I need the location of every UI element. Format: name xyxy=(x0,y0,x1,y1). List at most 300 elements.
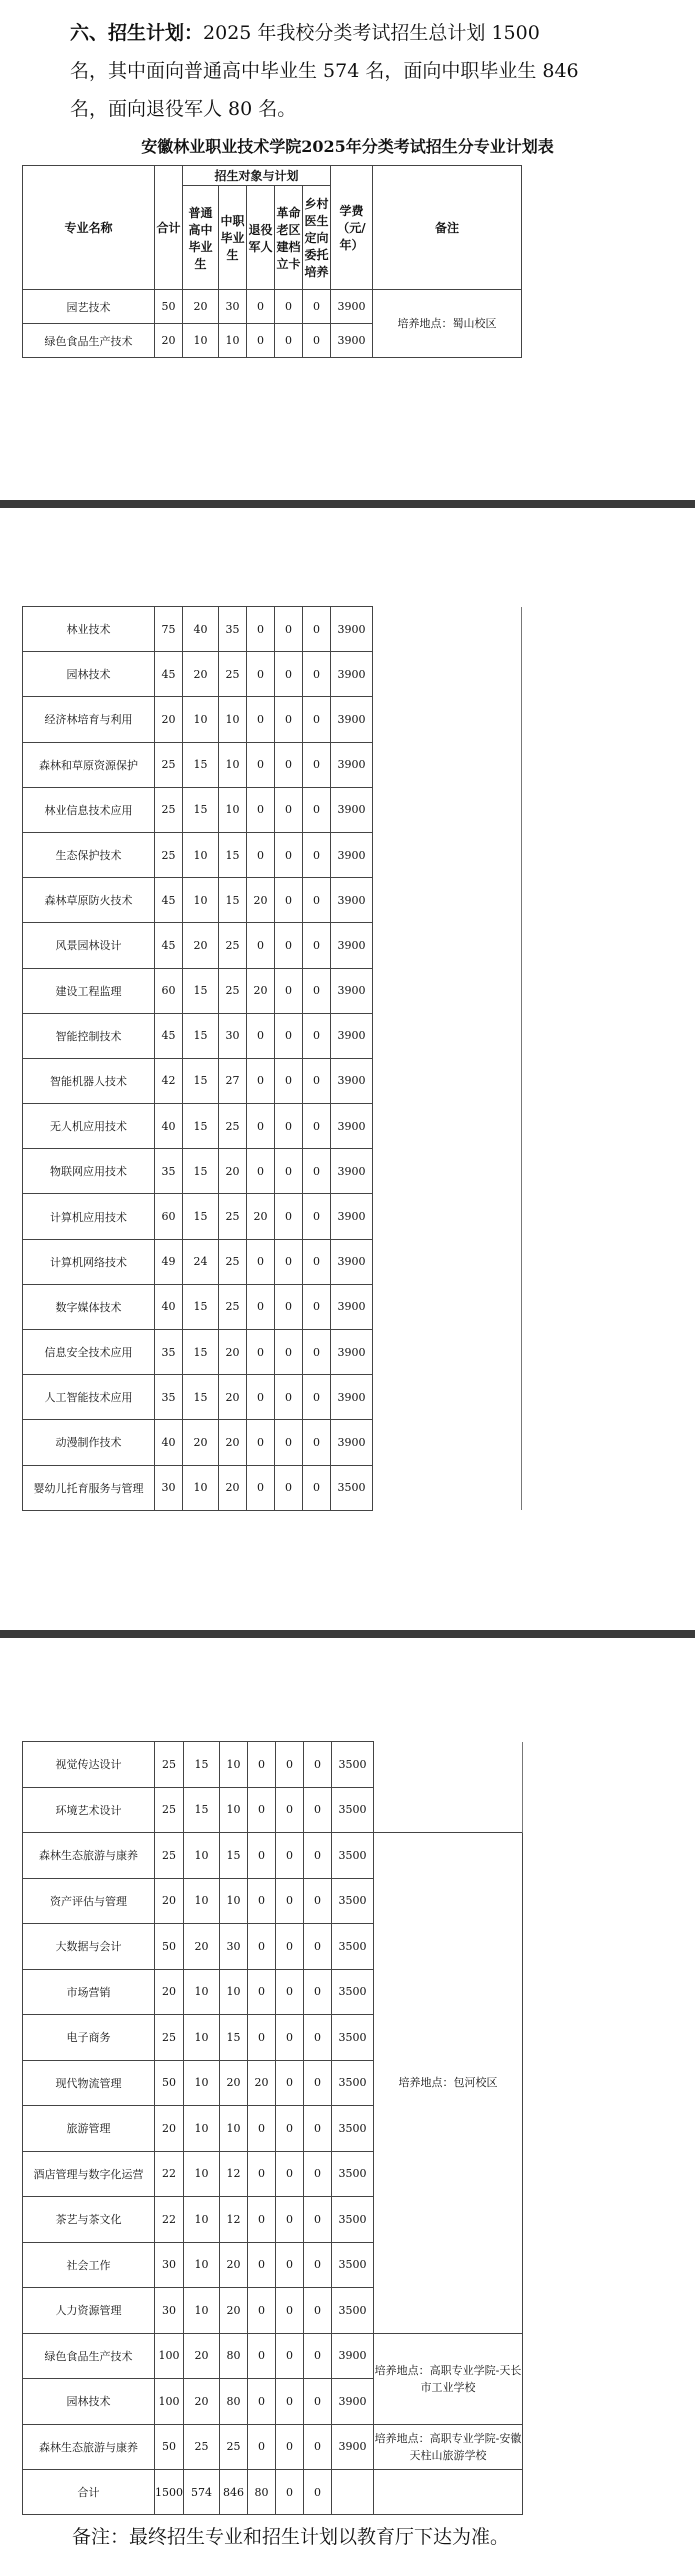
total-cell: 42 xyxy=(155,1058,183,1103)
total-fee-cell xyxy=(332,2470,374,2515)
rural-cell: 0 xyxy=(303,1420,331,1465)
vocational-cell: 25 xyxy=(219,1194,247,1239)
vocational-cell: 25 xyxy=(220,2424,248,2470)
header-hs-graduates: 普通高中毕业生 xyxy=(183,186,219,290)
hs-cell: 10 xyxy=(184,1969,220,2015)
hs-cell: 15 xyxy=(183,1284,219,1329)
total-cell: 40 xyxy=(155,1420,183,1465)
major-cell: 园艺技术 xyxy=(23,290,155,324)
veteran-cell: 0 xyxy=(247,697,275,742)
revolutionary-cell: 0 xyxy=(276,2379,304,2425)
hs-cell: 20 xyxy=(184,1924,220,1970)
rural-cell: 0 xyxy=(304,2015,332,2061)
revolutionary-cell: 0 xyxy=(275,787,303,832)
hs-cell: 15 xyxy=(183,1194,219,1239)
hs-cell: 10 xyxy=(184,2288,220,2334)
header-vocational-graduates: 中职毕业生 xyxy=(219,186,247,290)
fee-cell: 3900 xyxy=(332,2379,374,2425)
major-cell: 森林和草原资源保护 xyxy=(23,742,155,787)
plan-table-page-1 xyxy=(22,165,522,358)
remark-cell xyxy=(374,1742,523,1833)
rural-cell: 0 xyxy=(304,2060,332,2106)
revolutionary-cell: 0 xyxy=(276,2288,304,2334)
rural-cell: 0 xyxy=(303,787,331,832)
hs-cell: 20 xyxy=(184,2379,220,2425)
major-cell: 视觉传达设计 xyxy=(23,1742,155,1788)
hs-cell: 20 xyxy=(183,1420,219,1465)
hs-cell: 15 xyxy=(183,1058,219,1103)
veteran-cell: 0 xyxy=(248,2106,276,2152)
total-cell: 20 xyxy=(155,2106,184,2152)
rural-cell: 0 xyxy=(304,2106,332,2152)
vocational-cell: 15 xyxy=(219,878,247,923)
rural-cell: 0 xyxy=(303,1104,331,1149)
intro-line-2: 名，其中面向普通高中毕业生 574 名，面向中职毕业生 846 xyxy=(70,60,579,82)
major-cell: 人工智能技术应用 xyxy=(23,1375,155,1420)
total-cell: 20 xyxy=(155,1969,184,2015)
rural-cell: 0 xyxy=(303,1013,331,1058)
total-total-cell: 1500 xyxy=(155,2470,184,2515)
veteran-cell: 0 xyxy=(248,1787,276,1833)
veteran-cell: 0 xyxy=(247,1149,275,1194)
hs-cell: 10 xyxy=(184,1878,220,1924)
rural-cell: 0 xyxy=(303,290,331,324)
total-cell: 100 xyxy=(155,2333,184,2379)
veteran-cell: 0 xyxy=(247,923,275,968)
hs-cell: 10 xyxy=(184,1833,220,1879)
revolutionary-cell: 0 xyxy=(276,2015,304,2061)
rural-cell: 0 xyxy=(303,923,331,968)
hs-cell: 20 xyxy=(183,290,219,324)
total-cell: 22 xyxy=(155,2151,184,2197)
rural-cell: 0 xyxy=(304,1969,332,2015)
veteran-cell: 0 xyxy=(247,1465,275,1510)
vocational-cell: 25 xyxy=(219,923,247,968)
revolutionary-cell: 0 xyxy=(276,1833,304,1879)
major-cell: 风景园林设计 xyxy=(23,923,155,968)
veteran-cell: 0 xyxy=(247,324,275,358)
veteran-cell: 0 xyxy=(247,1013,275,1058)
rural-cell: 0 xyxy=(303,652,331,697)
veteran-cell: 0 xyxy=(248,2197,276,2243)
revolutionary-cell: 0 xyxy=(275,1465,303,1510)
total-cell: 45 xyxy=(155,1013,183,1058)
revolutionary-cell: 0 xyxy=(275,1104,303,1149)
veteran-cell: 0 xyxy=(248,2288,276,2334)
fee-cell: 3900 xyxy=(331,742,373,787)
hs-cell: 15 xyxy=(183,968,219,1013)
major-cell: 婴幼儿托育服务与管理 xyxy=(23,1465,155,1510)
vocational-cell: 35 xyxy=(219,607,247,652)
total-cell: 25 xyxy=(155,1742,184,1788)
fee-cell: 3900 xyxy=(331,968,373,1013)
fee-cell: 3900 xyxy=(331,1330,373,1375)
major-cell: 数字媒体技术 xyxy=(23,1284,155,1329)
fee-cell: 3900 xyxy=(331,1194,373,1239)
remark-cell: 培养地点：高职专业学院-安徽天柱山旅游学校 xyxy=(374,2424,523,2470)
hs-cell: 10 xyxy=(183,324,219,358)
fee-cell: 3900 xyxy=(331,1149,373,1194)
hs-cell: 15 xyxy=(183,742,219,787)
fee-cell: 3900 xyxy=(331,1104,373,1149)
major-cell: 智能机器人技术 xyxy=(23,1058,155,1103)
header-veterans: 退役军人 xyxy=(247,186,275,290)
vocational-cell: 20 xyxy=(219,1330,247,1375)
revolutionary-cell: 0 xyxy=(276,1969,304,2015)
hs-cell: 15 xyxy=(184,1787,220,1833)
revolutionary-cell: 0 xyxy=(276,2197,304,2243)
major-cell: 旅游管理 xyxy=(23,2106,155,2152)
veteran-cell: 20 xyxy=(247,968,275,1013)
fee-cell: 3900 xyxy=(332,2424,374,2470)
revolutionary-cell: 0 xyxy=(276,1878,304,1924)
revolutionary-cell: 0 xyxy=(275,1194,303,1239)
veteran-cell: 0 xyxy=(248,2379,276,2425)
revolutionary-cell: 0 xyxy=(276,1787,304,1833)
veteran-cell: 0 xyxy=(247,1104,275,1149)
fee-cell: 3500 xyxy=(332,1833,374,1879)
total-cell: 50 xyxy=(155,2424,184,2470)
fee-cell: 3500 xyxy=(332,2015,374,2061)
fee-cell: 3900 xyxy=(331,832,373,877)
hs-cell: 20 xyxy=(183,652,219,697)
rural-cell: 0 xyxy=(304,2288,332,2334)
revolutionary-cell: 0 xyxy=(275,652,303,697)
major-cell: 社会工作 xyxy=(23,2242,155,2288)
total-cell: 35 xyxy=(155,1330,183,1375)
vocational-cell: 10 xyxy=(219,324,247,358)
vocational-cell: 15 xyxy=(219,832,247,877)
vocational-cell: 80 xyxy=(220,2379,248,2425)
major-cell: 计算机网络技术 xyxy=(23,1239,155,1284)
veteran-cell: 0 xyxy=(247,787,275,832)
rural-cell: 0 xyxy=(304,2197,332,2243)
major-cell: 电子商务 xyxy=(23,2015,155,2061)
revolutionary-cell: 0 xyxy=(275,1375,303,1420)
major-cell: 林业技术 xyxy=(23,607,155,652)
major-cell: 现代物流管理 xyxy=(23,2060,155,2106)
major-cell: 生态保护技术 xyxy=(23,832,155,877)
hs-cell: 15 xyxy=(183,1104,219,1149)
fee-cell: 3500 xyxy=(332,1969,374,2015)
total-major-cell: 合计 xyxy=(23,2470,155,2515)
table-row xyxy=(23,2424,523,2470)
hs-cell: 10 xyxy=(184,2197,220,2243)
veteran-cell: 0 xyxy=(248,2242,276,2288)
hs-cell: 15 xyxy=(183,1013,219,1058)
hs-cell: 10 xyxy=(183,1465,219,1510)
fee-cell: 3900 xyxy=(331,1058,373,1103)
major-cell: 园林技术 xyxy=(23,2379,155,2425)
revolutionary-cell: 0 xyxy=(275,1239,303,1284)
vocational-cell: 80 xyxy=(220,2333,248,2379)
page-break xyxy=(0,500,695,508)
fee-cell: 3900 xyxy=(331,878,373,923)
hs-cell: 20 xyxy=(184,2333,220,2379)
hs-cell: 15 xyxy=(183,1375,219,1420)
rural-cell: 0 xyxy=(304,2333,332,2379)
header-revolutionary-area: 革命老区建档立卡 xyxy=(275,186,303,290)
vocational-cell: 12 xyxy=(220,2197,248,2243)
vocational-cell: 15 xyxy=(220,1833,248,1879)
rural-cell: 0 xyxy=(303,968,331,1013)
veteran-cell: 0 xyxy=(248,1833,276,1879)
vocational-cell: 20 xyxy=(220,2288,248,2334)
hs-cell: 15 xyxy=(183,1149,219,1194)
intro-line-3: 名，面向退役军人 80 名。 xyxy=(70,98,297,120)
total-cell: 25 xyxy=(155,1787,184,1833)
header-major: 专业名称 xyxy=(23,166,155,290)
major-cell: 市场营销 xyxy=(23,1969,155,2015)
revolutionary-cell: 0 xyxy=(275,832,303,877)
header-remark: 备注 xyxy=(373,166,522,290)
hs-cell: 24 xyxy=(183,1239,219,1284)
hs-cell: 15 xyxy=(183,787,219,832)
fee-cell: 3500 xyxy=(332,1787,374,1833)
major-cell: 资产评估与管理 xyxy=(23,1878,155,1924)
total-cell: 25 xyxy=(155,1833,184,1879)
revolutionary-cell: 0 xyxy=(275,878,303,923)
hs-cell: 10 xyxy=(184,2242,220,2288)
revolutionary-cell: 0 xyxy=(275,1330,303,1375)
vocational-cell: 20 xyxy=(220,2242,248,2288)
vocational-cell: 25 xyxy=(219,1104,247,1149)
veteran-cell: 0 xyxy=(248,2015,276,2061)
veteran-cell: 0 xyxy=(248,2424,276,2470)
revolutionary-cell: 0 xyxy=(275,1058,303,1103)
hs-cell: 20 xyxy=(183,923,219,968)
major-cell: 物联网应用技术 xyxy=(23,1149,155,1194)
major-cell: 茶艺与茶文化 xyxy=(23,2197,155,2243)
major-cell: 绿色食品生产技术 xyxy=(23,2333,155,2379)
rural-cell: 0 xyxy=(303,1284,331,1329)
rural-cell: 0 xyxy=(303,878,331,923)
vocational-cell: 10 xyxy=(219,697,247,742)
total-cell: 40 xyxy=(155,1104,183,1149)
rural-cell: 0 xyxy=(304,1742,332,1788)
revolutionary-cell: 0 xyxy=(275,742,303,787)
vocational-cell: 30 xyxy=(219,1013,247,1058)
total-cell: 25 xyxy=(155,742,183,787)
total-cell: 49 xyxy=(155,1239,183,1284)
major-cell: 林业信息技术应用 xyxy=(23,787,155,832)
remark-cell: 培养地点：包河校区 xyxy=(374,1833,523,2334)
fee-cell: 3500 xyxy=(332,2242,374,2288)
hs-cell: 10 xyxy=(184,2106,220,2152)
vocational-cell: 10 xyxy=(219,742,247,787)
revolutionary-cell: 0 xyxy=(276,2060,304,2106)
major-cell: 环境艺术设计 xyxy=(23,1787,155,1833)
total-cell: 50 xyxy=(155,1924,184,1970)
vocational-cell: 25 xyxy=(219,1284,247,1329)
rural-cell: 0 xyxy=(304,2424,332,2470)
revolutionary-cell: 0 xyxy=(275,968,303,1013)
rural-cell: 0 xyxy=(304,2242,332,2288)
rural-cell: 0 xyxy=(303,832,331,877)
hs-cell: 40 xyxy=(183,607,219,652)
veteran-cell: 0 xyxy=(247,1375,275,1420)
total-cell: 30 xyxy=(155,1465,183,1510)
revolutionary-cell: 0 xyxy=(276,2424,304,2470)
header-total: 合计 xyxy=(155,166,183,290)
rural-cell: 0 xyxy=(303,1330,331,1375)
revolutionary-cell: 0 xyxy=(275,923,303,968)
vocational-cell: 10 xyxy=(219,787,247,832)
total-cell: 20 xyxy=(155,697,183,742)
rural-cell: 0 xyxy=(304,1787,332,1833)
rural-cell: 0 xyxy=(304,1924,332,1970)
fee-cell: 3900 xyxy=(331,1284,373,1329)
vocational-cell: 20 xyxy=(220,2060,248,2106)
major-cell: 无人机应用技术 xyxy=(23,1104,155,1149)
fee-cell: 3500 xyxy=(332,2197,374,2243)
fee-cell: 3900 xyxy=(331,697,373,742)
veteran-cell: 0 xyxy=(247,832,275,877)
table-title: 安徽林业职业技术学院2025年分类考试招生分专业计划表 xyxy=(141,137,554,156)
page-break xyxy=(0,1630,695,1638)
fee-cell: 3900 xyxy=(332,2333,374,2379)
fee-cell: 3900 xyxy=(331,290,373,324)
veteran-cell: 0 xyxy=(247,1284,275,1329)
table-row xyxy=(23,607,522,652)
total-cell: 45 xyxy=(155,652,183,697)
total-cell: 60 xyxy=(155,1194,183,1239)
total-cell: 25 xyxy=(155,2015,184,2061)
revolutionary-cell: 0 xyxy=(275,324,303,358)
fee-cell: 3900 xyxy=(331,607,373,652)
remark-cell xyxy=(373,607,522,1511)
total-cell: 60 xyxy=(155,968,183,1013)
rural-cell: 0 xyxy=(304,2151,332,2197)
fee-cell: 3900 xyxy=(331,652,373,697)
major-cell: 人力资源管理 xyxy=(23,2288,155,2334)
total-cell: 20 xyxy=(155,1878,184,1924)
veteran-cell: 0 xyxy=(248,1742,276,1788)
major-cell: 酒店管理与数字化运营 xyxy=(23,2151,155,2197)
total-cell: 25 xyxy=(155,832,183,877)
total-veteran-cell: 80 xyxy=(248,2470,276,2515)
veteran-cell: 0 xyxy=(247,652,275,697)
hs-cell: 15 xyxy=(184,1742,220,1788)
fee-cell: 3900 xyxy=(331,1239,373,1284)
rural-cell: 0 xyxy=(304,2379,332,2425)
major-cell: 动漫制作技术 xyxy=(23,1420,155,1465)
total-cell: 50 xyxy=(155,2060,184,2106)
hs-cell: 10 xyxy=(183,697,219,742)
total-hs-cell: 574 xyxy=(184,2470,220,2515)
revolutionary-cell: 0 xyxy=(276,2106,304,2152)
vocational-cell: 25 xyxy=(219,1239,247,1284)
revolutionary-cell: 0 xyxy=(275,1420,303,1465)
fee-cell: 3900 xyxy=(331,787,373,832)
hs-cell: 25 xyxy=(184,2424,220,2470)
veteran-cell: 0 xyxy=(247,1330,275,1375)
veteran-cell: 0 xyxy=(248,1969,276,2015)
total-vocational-cell: 846 xyxy=(220,2470,248,2515)
fee-cell: 3500 xyxy=(332,2060,374,2106)
plan-table-page-3 xyxy=(22,1741,523,2515)
major-cell: 计算机应用技术 xyxy=(23,1194,155,1239)
revolutionary-cell: 0 xyxy=(276,2242,304,2288)
major-cell: 大数据与会计 xyxy=(23,1924,155,1970)
vocational-cell: 20 xyxy=(219,1420,247,1465)
vocational-cell: 10 xyxy=(220,2106,248,2152)
rural-cell: 0 xyxy=(303,697,331,742)
revolutionary-cell: 0 xyxy=(275,290,303,324)
remark-cell: 培养地点：高职专业学院-天长市工业学校 xyxy=(374,2333,523,2424)
header-group: 招生对象与计划 xyxy=(183,166,331,186)
table-row xyxy=(23,1833,523,1879)
rural-cell: 0 xyxy=(303,1375,331,1420)
revolutionary-cell: 0 xyxy=(276,1742,304,1788)
hs-cell: 10 xyxy=(184,2015,220,2061)
major-cell: 经济林培育与利用 xyxy=(23,697,155,742)
revolutionary-cell: 0 xyxy=(276,2151,304,2197)
major-cell: 绿色食品生产技术 xyxy=(23,324,155,358)
fee-cell: 3900 xyxy=(331,1013,373,1058)
veteran-cell: 20 xyxy=(247,878,275,923)
section-label: 六、招生计划： xyxy=(70,22,204,44)
rural-cell: 0 xyxy=(303,1149,331,1194)
revolutionary-cell: 0 xyxy=(275,1013,303,1058)
vocational-cell: 30 xyxy=(219,290,247,324)
total-cell: 45 xyxy=(155,878,183,923)
total-cell: 40 xyxy=(155,1284,183,1329)
remark-cell: 培养地点：蜀山校区 xyxy=(373,290,522,358)
major-cell: 建设工程监理 xyxy=(23,968,155,1013)
total-cell: 22 xyxy=(155,2197,184,2243)
rural-cell: 0 xyxy=(303,1465,331,1510)
vocational-cell: 10 xyxy=(220,1969,248,2015)
revolutionary-cell: 0 xyxy=(276,1924,304,1970)
rural-cell: 0 xyxy=(303,1194,331,1239)
vocational-cell: 10 xyxy=(220,1742,248,1788)
total-rural-cell: 0 xyxy=(304,2470,332,2515)
veteran-cell: 0 xyxy=(248,2151,276,2197)
fee-cell: 3500 xyxy=(332,1742,374,1788)
veteran-cell: 0 xyxy=(248,1878,276,1924)
fee-cell: 3500 xyxy=(332,2106,374,2152)
veteran-cell: 0 xyxy=(247,607,275,652)
rural-cell: 0 xyxy=(303,742,331,787)
vocational-cell: 20 xyxy=(219,1149,247,1194)
vocational-cell: 10 xyxy=(220,1787,248,1833)
fee-cell: 3500 xyxy=(332,1924,374,1970)
veteran-cell: 0 xyxy=(247,1058,275,1103)
table-row xyxy=(23,2333,523,2379)
rural-cell: 0 xyxy=(304,1833,332,1879)
revolutionary-cell: 0 xyxy=(275,1149,303,1194)
revolutionary-cell: 0 xyxy=(276,2333,304,2379)
total-cell: 45 xyxy=(155,923,183,968)
vocational-cell: 12 xyxy=(220,2151,248,2197)
rural-cell: 0 xyxy=(303,607,331,652)
total-remark-cell xyxy=(374,2470,523,2515)
hs-cell: 10 xyxy=(184,2151,220,2197)
veteran-cell: 0 xyxy=(248,2333,276,2379)
vocational-cell: 15 xyxy=(220,2015,248,2061)
veteran-cell: 0 xyxy=(247,1420,275,1465)
hs-cell: 10 xyxy=(184,2060,220,2106)
total-cell: 50 xyxy=(155,290,183,324)
table-row xyxy=(23,290,522,324)
intro-paragraph xyxy=(70,14,630,128)
fee-cell: 3900 xyxy=(331,324,373,358)
fee-cell: 3500 xyxy=(332,2288,374,2334)
veteran-cell: 0 xyxy=(247,290,275,324)
veteran-cell: 20 xyxy=(247,1194,275,1239)
fee-cell: 3500 xyxy=(332,2151,374,2197)
